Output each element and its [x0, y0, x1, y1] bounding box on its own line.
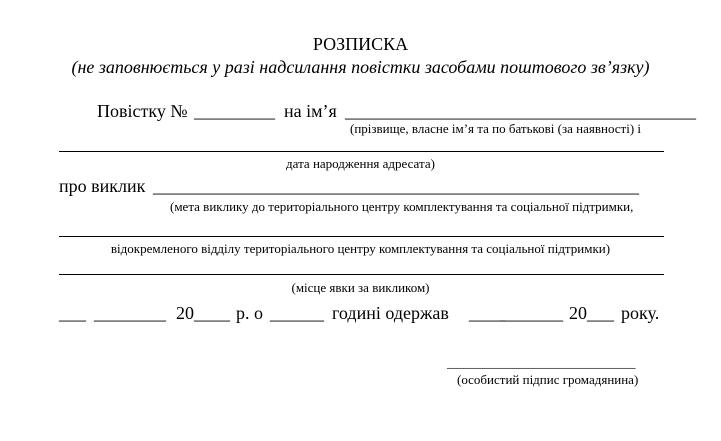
received-label: годині одержав — [332, 303, 449, 323]
purpose-caption: (мета виклику до територіального центру комплектування та соціальної підтримки, — [170, 199, 634, 214]
signature-blank[interactable]: _____________________________ — [447, 355, 636, 370]
month-blank[interactable]: ________ — [94, 303, 166, 323]
addressee-name-blank[interactable]: _______________________________________ — [345, 101, 696, 121]
appearance-place-caption: (місце явки за викликом) — [291, 280, 430, 295]
received-month-blank[interactable]: _______ — [500, 303, 563, 323]
year-hour-label: р. о — [236, 303, 263, 323]
purpose-blank[interactable]: ______________________________________________________ — [153, 176, 639, 196]
received-day-blank[interactable]: ____ — [469, 303, 505, 323]
summons-number-blank[interactable]: _________ — [194, 101, 275, 121]
purpose-line-2[interactable] — [59, 236, 664, 237]
received-year-suffix: року. — [621, 303, 660, 323]
purpose-label: про виклик — [59, 176, 146, 196]
addressee-name-label: на ім’я — [284, 101, 337, 121]
summons-number-label: Повістку № — [97, 101, 188, 121]
department-caption: відокремленого відділу територіального центру комплектування та соціальної підтримки) — [110, 241, 611, 256]
day-blank[interactable]: ___ — [59, 303, 86, 323]
document-subtitle: (не заповнюється у разі надсилання повістки засобами поштового зв’язку) — [71, 57, 650, 77]
year-blank[interactable]: ____ — [194, 303, 230, 323]
appearance-place-line[interactable] — [59, 274, 664, 275]
document-title: РОЗПИСКА — [312, 34, 409, 54]
year-prefix: 20 — [176, 303, 194, 323]
birthdate-caption: дата народження адресата) — [286, 156, 435, 171]
addressee-name-caption: (прізвище, власне ім’я та по батькові (за наявності) і — [350, 121, 642, 136]
addressee-line-2[interactable] — [59, 151, 664, 152]
received-year-prefix: 20 — [569, 303, 587, 323]
signature-caption: (особистий підпис громадянина) — [457, 372, 639, 387]
hour-blank[interactable]: ______ — [270, 303, 324, 323]
received-year-blank[interactable]: ___ — [587, 303, 614, 323]
